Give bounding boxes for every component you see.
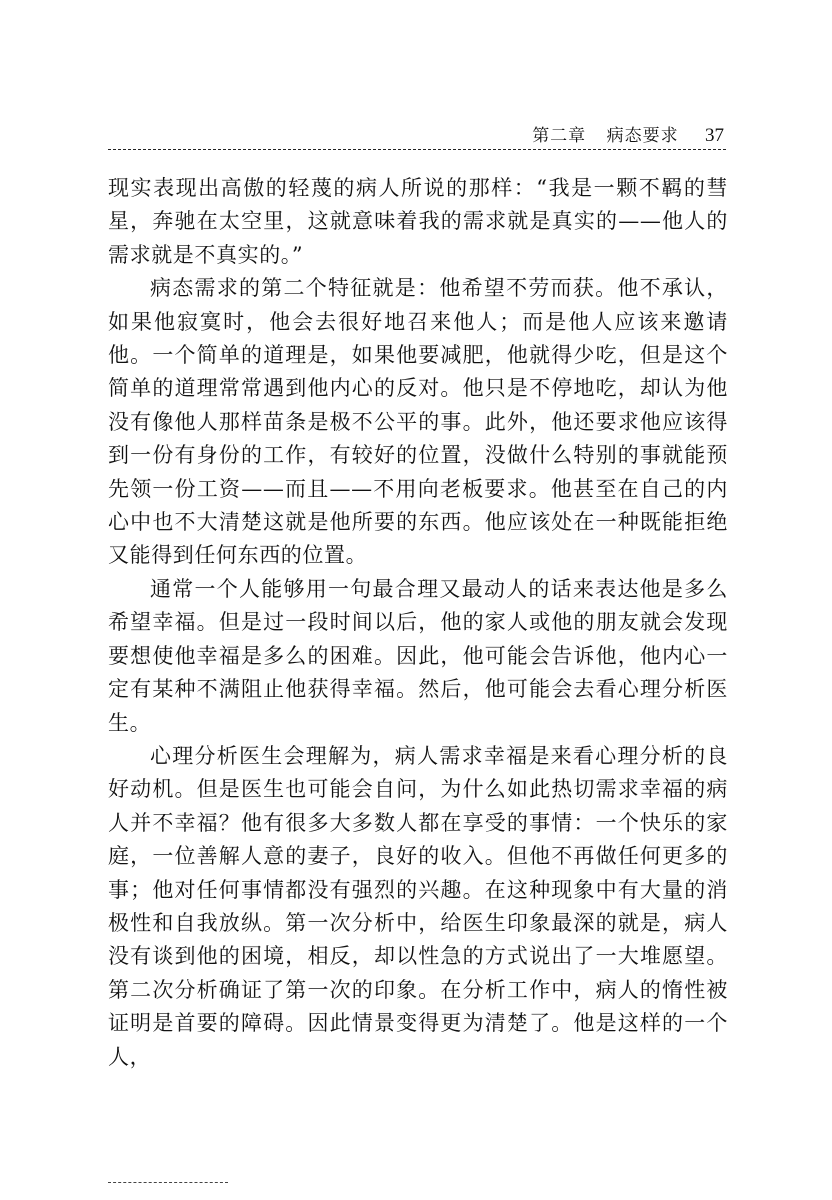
page-number: 37 [705,125,724,146]
paragraph: 心理分析医生会理解为，病人需求幸福是来看心理分析的良好动机。但是医生也可能会自问，为什么如此热切需求幸福的病人并不幸福？他有很多大多数人都在享受的事情：一个快乐的家庭，一位善解人意的妻子，良好的收入。但他不再做任何更多的事；他对任何事情都没有强烈的兴趣。在这种现象中有大量的消极性和自我放纵。第一次分析中，给医生印象最深的就是，病人没有谈到他的困境，相反，却以性急的方式说出了一大堆愿望。第二次分析确证了第一次的印象。在分析工作中，病人的惰性被证明是首要的障碍。因此情景变得更为清楚了。他是这样的一个人， [108,743,728,1069]
paragraph-continued: 现实表现出高傲的轻蔑的病人所说的那样：“我是一颗不羁的彗星，奔驰在太空里，这就意味着我的需求就是真实的——他人的需求就是不真实的。” [108,176,728,267]
chapter-title: 病态要求 [606,126,679,146]
running-head [532,121,724,147]
body-text [108,172,728,1074]
paragraph: 通常一个人能够用一句最合理又最动人的话来表达他是多么希望幸福。但是过一段时间以后，他的家人或他的朋友就会发现要想使他幸福是多么的困难。因此，他可能会告诉他，他内心一定有某种不满阻止他获得幸福。然后，他可能会去看心理分析医生。 [108,576,728,735]
header-rule [108,149,726,150]
chapter-label: 第二章 [532,126,587,146]
footer-marks [108,1182,228,1183]
paragraph: 病态需求的第二个特征就是：他希望不劳而获。他不承认，如果他寂寞时，他会去很好地召来他人；而是他人应该来邀请他。一个简单的道理是，如果他要减肥，他就得少吃，但是这个简单的道理常常遇到他内心的反对。他只是不停地吃，却认为他没有像他人那样苗条是极不公平的事。此外，他还要求他应该得到一份有身份的工作，有较好的位置，没做什么特别的事就能预先领一份工资——而且——不用向老板要求。他甚至在自己的内心中也不大清楚这就是他所要的东西。他应该处在一种既能拒绝又能得到任何东西的位置。 [108,276,728,568]
